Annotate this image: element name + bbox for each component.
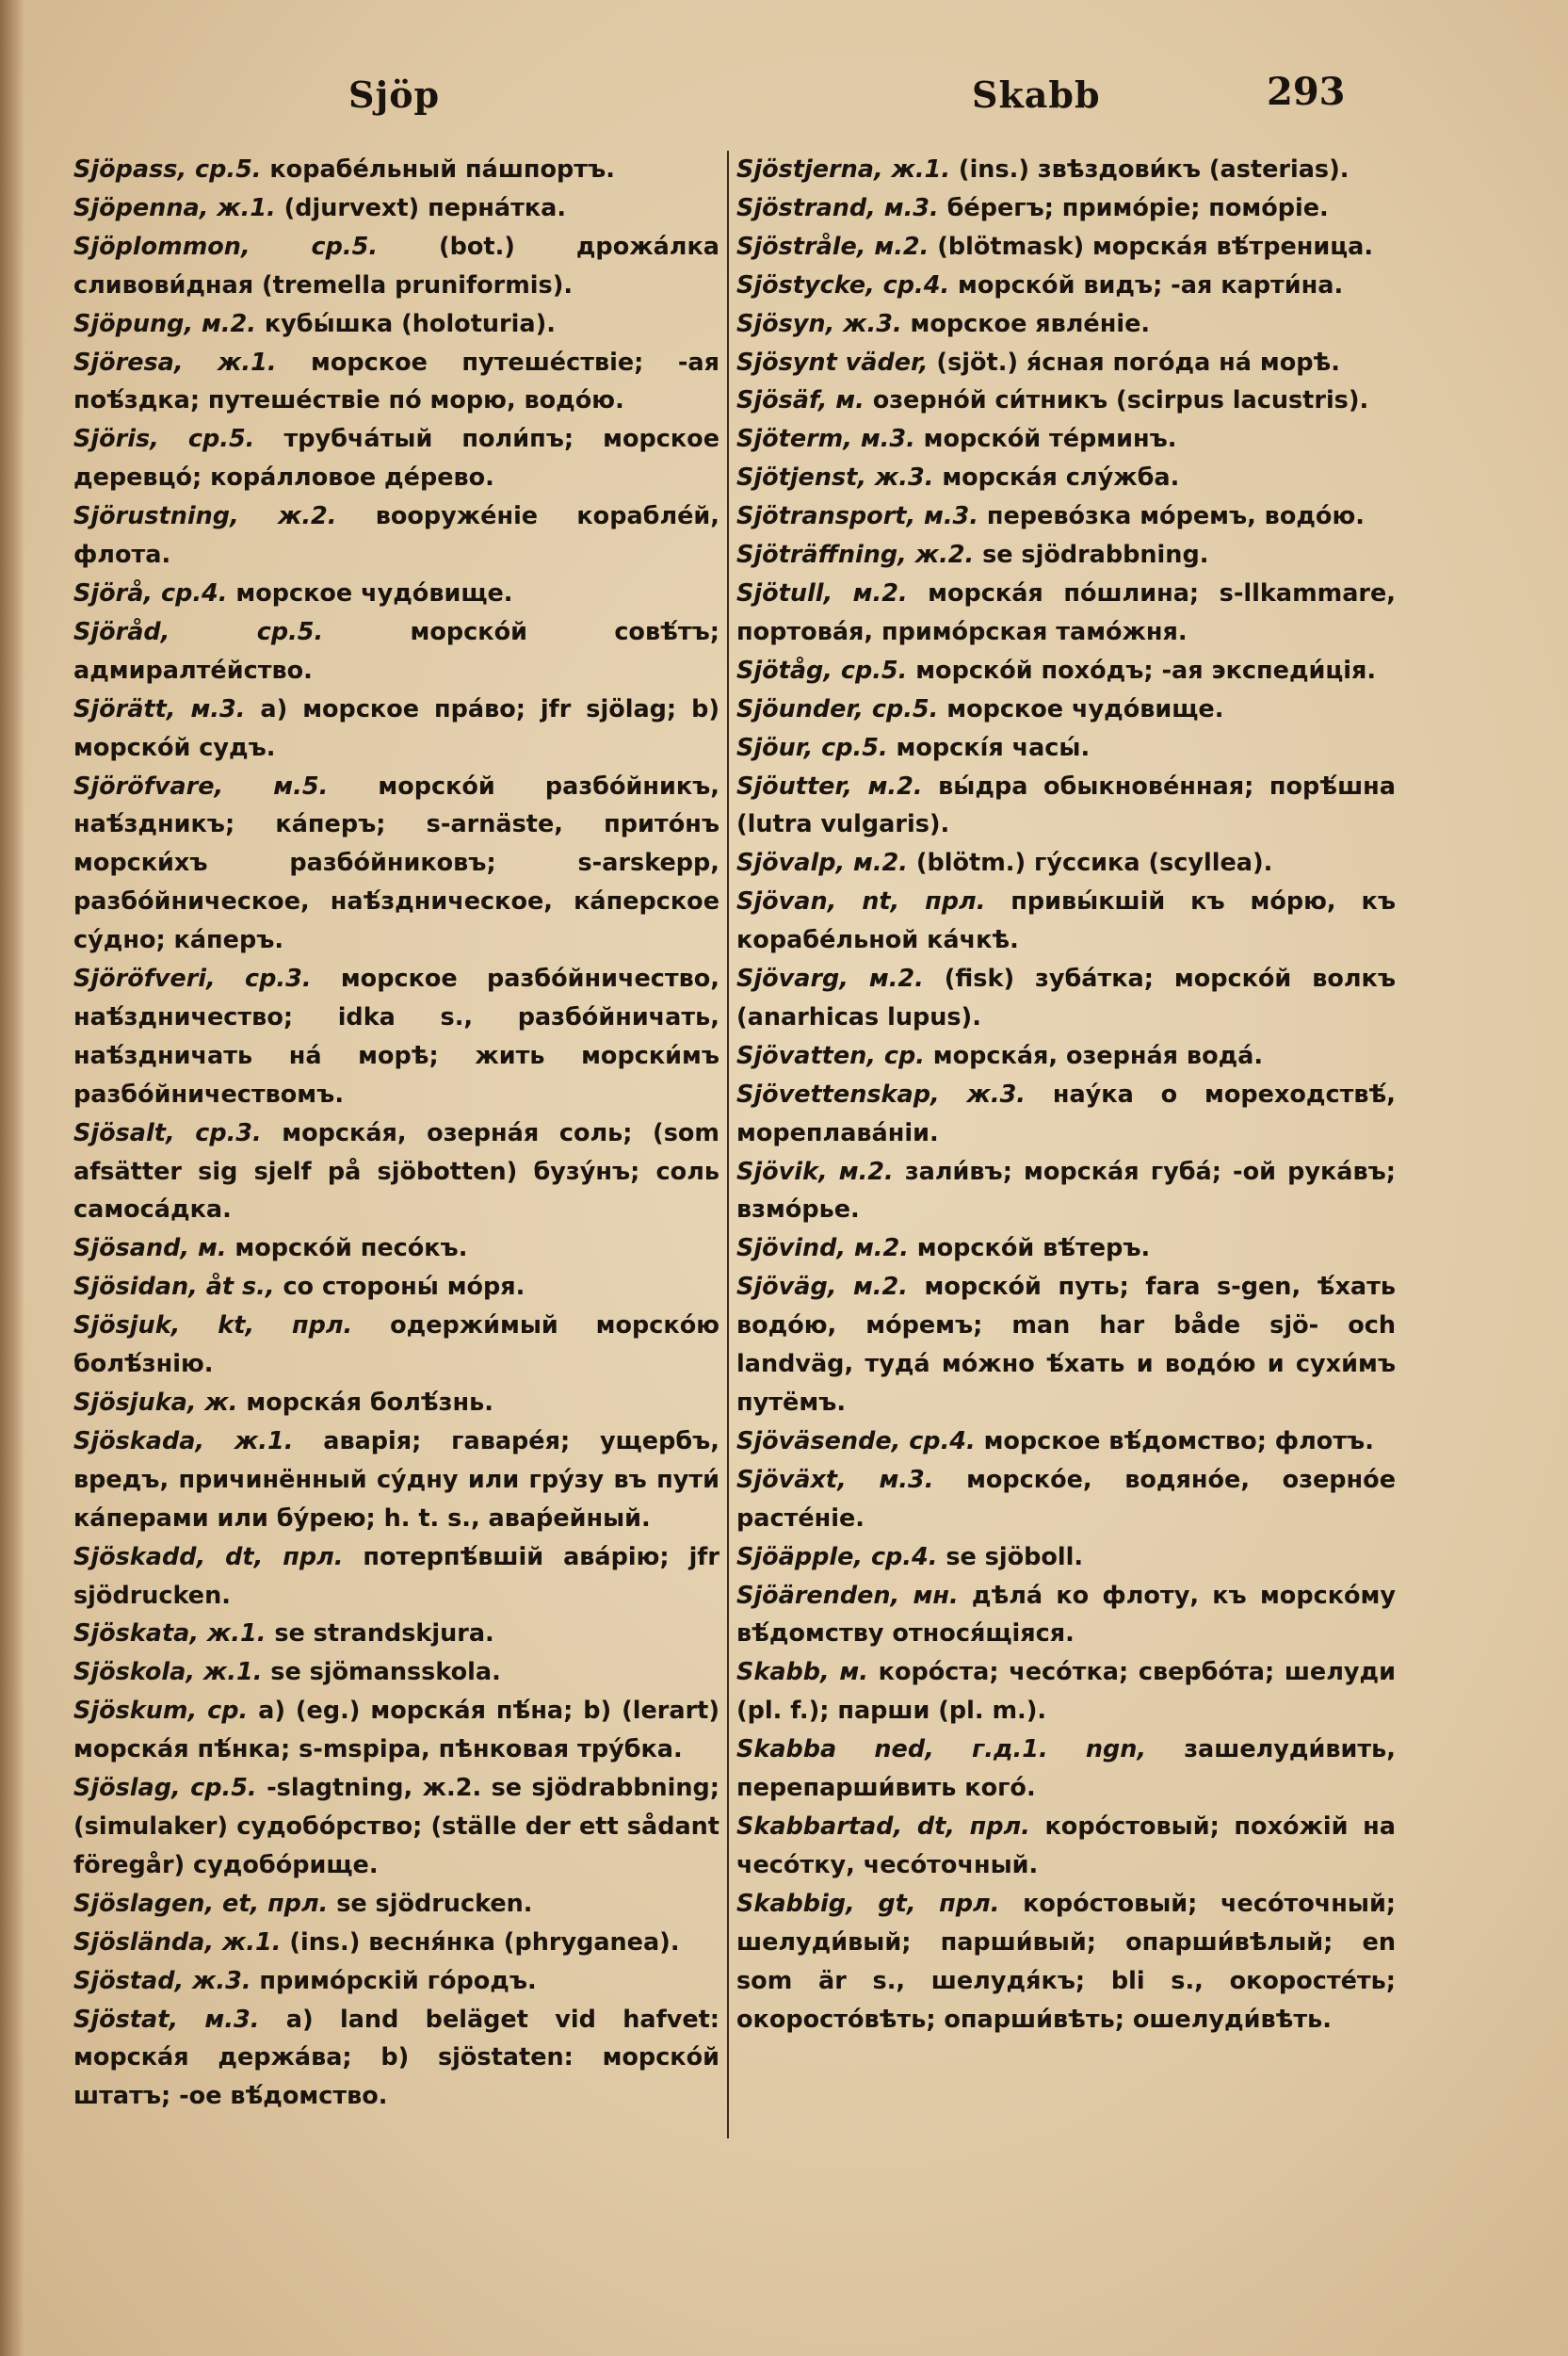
entry-headword: Sjöslända, ж.1. [73,1927,282,1957]
dictionary-entry [736,1153,1396,1230]
dictionary-entry [736,382,1396,420]
entry-definition: (blötmask) морска́я вѣ́треница. [929,232,1374,261]
dictionary-entry [736,1268,1396,1422]
entry-definition: коро́стовый; похо́жій на чесо́тку, чесо́точный. [736,1812,1396,1879]
entry-headword: Skabba ned, г.д.1. ngn, [736,1735,1147,1764]
entry-definition: морска́я, озерна́я вода́. [924,1041,1264,1070]
entry-definition: озерно́й си́тникъ (scirpus lacustris). [864,386,1369,415]
entry-definition: морское путеше́ствіе; -ая поѣ́здка; путеше́ствіе по́ морю, водо́ю. [73,348,719,415]
entry-headword: Sjösidan, åt s., [73,1273,275,1302]
entry-definition: se sjödrabbning. [974,541,1209,570]
entry-headword: Skabbig, gt, прл. [736,1889,1000,1918]
entry-definition: морско́й те́рминъ. [914,425,1177,454]
entry-headword: Sjövind, м.2. [736,1234,909,1263]
dictionary-entry [736,151,1396,189]
dictionary-entry [73,691,719,768]
dictionary-entry [736,1808,1396,1885]
entry-definition: морско́й видъ; -ая карти́на. [949,270,1344,300]
dictionary-entry [73,1307,719,1384]
dictionary-entry [736,575,1396,652]
entry-definition: a) (eg.) морска́я пѣ́на; b) (lerart) морска́я пѣ́нка; s-mspipa, пѣнковая тру́бка. [73,1697,720,1764]
entry-definition: морское явле́ніе. [901,309,1151,338]
entry-headword: Sjötjenst, ж.3. [736,463,934,493]
entry-headword: Sjöträffning, ж.2. [736,541,975,570]
entry-definition: (bot.) дрожа́лка сливови́дная (tremella pruniformis). [73,232,719,300]
entry-definition: вы́дра обыкнове́нная; порѣ́шна (lutra vulgaris). [736,772,1396,839]
entry-definition: -slagtning, ж.2. se sjödrabbning; (simulaker) судобо́рство; (ställe der ett sådant föregår) судобо́рище. [73,1774,719,1879]
dictionary-entry [73,1885,719,1924]
header-right-word: Skabb [972,73,1101,116]
entry-definition: одержи́мый морско́ю болѣ́знію. [73,1311,720,1379]
entry-headword: Sjövatten, ср. [736,1041,925,1070]
entry-headword: Sjösynt väder, [736,348,929,377]
entry-definition: зали́въ; морска́я губа́; -ой рука́въ; взмо́рье. [736,1157,1396,1225]
dictionary-entry [73,1962,719,2001]
entry-definition: аварія; гаваре́я; ущербъ, вредъ, причинённый су́дну или гру́зу въ пути́ ка́перами или бу́рею; h. t. s., авар́ейный. [73,1426,719,1533]
entry-headword: Sjöunder, ср.5. [736,694,939,723]
entry-headword: Sjöväsende, ср.4. [736,1426,976,1455]
page-number: 293 [1267,70,1346,114]
entry-definition: морска́я, озерна́я соль; (som afsätter sig sjelf på sjöbotten) бузу́нъ; соль самоса́дка. [73,1118,719,1225]
entry-headword: Sjörå, ср.4. [73,578,228,608]
dictionary-entry [736,768,1396,845]
entry-definition: вооруже́ніе корабле́й, флота. [73,502,719,570]
dictionary-entry [736,1730,1396,1808]
entry-definition: морско́й похо́дъ; -ая экспеди́ція. [907,656,1377,685]
dictionary-entry [73,960,719,1114]
entry-definition: a) морское пра́во; jfr sjölag; b) морско́й судъ. [73,694,719,762]
dictionary-entry [73,1422,719,1538]
entry-definition: перево́зка мо́ремъ, водо́ю. [978,502,1365,531]
entry-headword: Sjöärenden, мн. [736,1581,959,1610]
dictionary-entry [73,1114,719,1230]
dictionary-entry [73,344,719,421]
entry-definition: морскі́я часы́. [887,733,1091,762]
entry-definition: корабе́льный па́шпортъ. [261,155,615,184]
dictionary-entry [73,228,719,305]
dictionary-entry [736,1076,1396,1153]
dictionary-entry [73,151,719,189]
entry-headword: Sjösjuk, kt, прл. [73,1311,353,1340]
dictionary-entry [736,267,1396,305]
entry-definition: кубы́шка (holoturia). [255,309,556,338]
entry-headword: Sjösalt, ср.3. [73,1118,262,1147]
entry-definition: морска́я слу́жба. [933,463,1180,493]
entry-headword: Sjöpass, ср.5. [73,155,262,184]
dictionary-entry [73,1268,719,1307]
dictionary-entry [73,1229,719,1268]
dictionary-entry [73,1924,719,1962]
entry-definition: морска́я болѣ́знь. [237,1389,493,1417]
dictionary-entry [736,1037,1396,1076]
dictionary-entry [736,497,1396,536]
dictionary-entry [736,1885,1396,2039]
entry-headword: Sjövalp, м.2. [736,849,908,878]
entry-definition: морско́й разбо́йникъ, наѣ́здникъ; ка́перъ; s-arnäste, прито́нъ морски́хъ разбо́йниковъ; s-arskepp, разбо́йническое, наѣ́здническое, ка́перское су́дно; ка́перъ. [73,772,719,955]
entry-headword: Sjösand, м. [73,1234,227,1263]
page-spine-shadow [0,0,24,2356]
entry-definition: коро́ста; чесо́тка; свербо́та; шелуди (pl. f.); парши (pl. m.). [736,1658,1396,1726]
dictionary-entry [736,729,1396,768]
entry-headword: Sjösjuka, ж. [73,1389,238,1417]
entry-headword: Sjösäf, м. [736,386,865,415]
entry-definition: se sjöboll. [937,1542,1084,1571]
dictionary-entry [73,1615,719,1653]
entry-headword: Sjöutter, м.2. [736,772,923,801]
entry-headword: Sjöröfvare, м.5. [73,772,329,801]
entry-headword: Sjöskum, ср. [73,1697,249,1726]
dictionary-entry [736,459,1396,497]
dictionary-entry [736,1653,1396,1730]
entry-definition: бе́регъ; примо́ріе; помо́ріе. [938,193,1329,222]
dictionary-entry [736,1538,1396,1577]
entry-definition: (fisk) зуба́тка; морско́й волкъ (anarhicas lupus). [736,965,1396,1032]
entry-headword: Sjösyn, ж.3. [736,309,902,338]
entry-definition: морское чудо́вище. [938,694,1224,723]
entry-definition: морска́я по́шлина; s-llkammare, портова́я, примо́рская тамо́жня. [736,578,1396,646]
entry-headword: Sjöstrand, м.3. [736,193,939,222]
entry-definition: зашелуди́вить, перепарши́вить кого́. [736,1735,1396,1803]
dictionary-entry [73,189,719,228]
entry-headword: Sjörustning, ж.2. [73,502,337,531]
dictionary-entry [736,960,1396,1037]
entry-definition: морское разбо́йничество, наѣ́здничество; idka s., разбо́йничать, наѣ́здничать на́ морѣ; жить морски́мъ разбо́йничествомъ. [73,965,719,1109]
entry-headword: Sjöstat, м.3. [73,2005,260,2034]
entry-headword: Sjöresa, ж.1. [73,348,277,377]
dictionary-entry [73,497,719,575]
entry-definition: морское чудо́вище. [227,578,513,608]
entry-definition: дѣла́ ко флоту, къ морско́му вѣ́домству относя́щіяся. [736,1581,1396,1649]
entry-headword: Sjöskada, ж.1. [73,1426,294,1455]
entry-definition: se sjödrucken. [328,1889,533,1918]
entry-definition: нау́ка о мореходствѣ́, мореплава́ніи. [736,1080,1396,1147]
dictionary-entry [736,1577,1396,1654]
entry-definition: (ins.) весня́нка (phryganea). [281,1927,680,1957]
entry-definition: (blötm.) гу́ссика (scyllea). [907,849,1273,878]
entry-definition: (ins.) звѣздови́къ (asterias). [950,155,1350,184]
entry-headword: Sjötåg, ср.5. [736,656,908,685]
entry-definition: морско́й песо́къ. [226,1234,468,1263]
column-divider [727,151,729,2138]
dictionary-entry [73,613,719,691]
dictionary-entry [736,1422,1396,1461]
entry-headword: Sjöplommon, ср.5. [73,232,379,261]
entry-headword: Sjövan, nt, прл. [736,887,986,917]
entry-headword: Skabb, м. [736,1658,868,1687]
entry-definition: трубча́тый поли́пъ; морское деревцо́; кора́лловое де́рево. [73,425,719,493]
entry-headword: Sjöväg, м.2. [736,1273,908,1302]
entry-headword: Sjöstad, ж.3. [73,1966,251,1995]
dictionary-entry [736,420,1396,459]
dictionary-entry [73,1653,719,1692]
entry-headword: Sjöstråle, м.2. [736,232,929,261]
entry-headword: Sjövettenskap, ж.3. [736,1080,1026,1109]
entry-headword: Skabbartad, dt, прл. [736,1812,1030,1841]
entry-headword: Sjöråd, ср.5. [73,617,324,646]
dictionary-entry [736,228,1396,267]
entry-headword: Sjöväxt, м.3. [736,1465,934,1494]
entry-definition: морско́й вѣ́теръ. [908,1234,1151,1263]
dictionary-entry [73,1384,719,1422]
entry-headword: Sjötransport, м.3. [736,502,978,531]
dictionary-entry [736,883,1396,960]
entry-definition: примо́рскій го́родъ. [251,1966,537,1995]
dictionary-entry [73,768,719,961]
entry-headword: Sjöskata, ж.1. [73,1619,267,1649]
dictionary-entry [736,844,1396,883]
dictionary-entry [736,1229,1396,1268]
dictionary-entry [73,1692,719,1769]
entry-definition: морское вѣ́домство; флотъ. [975,1426,1374,1455]
running-header [0,70,1568,130]
entry-headword: Sjötull, м.2. [736,578,908,608]
entry-definition: морско́е, водяно́е, озерно́е расте́ніе. [736,1465,1396,1533]
entry-headword: Sjöpung, м.2. [73,309,256,338]
entry-definition: потерпѣ́вшій ава́рію; jfr sjödrucken. [73,1542,719,1610]
entry-headword: Sjöskola, ж.1. [73,1658,263,1687]
entry-definition: привы́кшій къ мо́рю, къ корабе́льной ка́чкѣ. [736,887,1396,955]
header-left-word: Sjöp [348,73,441,116]
entry-definition: коро́стовый; чесо́точный; шелуди́вый; парши́вый; опарши́вѣлый; en som är s., шелудя́къ; bli s., окоросте́ть; окоросто́вѣть; опарши́вѣть; ошелуди́вѣть. [736,1889,1397,2034]
dictionary-entry [736,189,1396,228]
entry-headword: Sjövik, м.2. [736,1157,894,1186]
entry-definition: se sjömansskola. [262,1658,501,1687]
dictionary-entry [73,1769,719,1885]
entry-headword: Sjöröfveri, ср.3. [73,965,312,994]
dictionary-entry [736,691,1396,729]
dictionary-entry [736,652,1396,691]
entry-definition: (djurvext) перна́тка. [275,193,567,222]
entry-definition: морско́й путь; fara s-gen, ѣ́хать водо́ю, мо́ремъ; man har både sjö- och landväg, туда́ мо́жно ѣ́хать и водо́ю и сухи́мъ путёмъ. [736,1273,1397,1417]
entry-headword: Sjöslagen, et, прл. [73,1889,329,1918]
entry-headword: Sjöslag, ср.5. [73,1774,257,1803]
dictionary-entry [736,1461,1396,1538]
entry-headword: Sjöstycke, ср.4. [736,270,950,300]
entry-headword: Sjörätt, м.3. [73,694,246,723]
entry-headword: Sjöris, ср.5. [73,425,255,454]
entry-headword: Sjöterm, м.3. [736,425,915,454]
entry-headword: Sjöstjerna, ж.1. [736,155,951,184]
dictionary-entry [73,575,719,613]
left-column [73,151,719,2116]
dictionary-entry [73,1538,719,1616]
entry-definition: (sjöt.) я́сная пого́да на́ морѣ. [928,348,1340,377]
entry-definition: морско́й совѣ́тъ; адмиралте́йство. [73,617,719,685]
dictionary-entry [736,344,1396,382]
entry-definition: a) land beläget vid hafvet: морска́я держа́ва; b) sjöstaten: морско́й штатъ; -ое вѣ́домство. [73,2005,720,2111]
dictionary-entry [736,305,1396,344]
entry-definition: со стороны́ мо́ря. [274,1273,525,1302]
dictionary-entry [73,2001,719,2117]
dictionary-entry [73,420,719,497]
entry-headword: Sjövarg, м.2. [736,965,924,994]
entry-headword: Sjöpenna, ж.1. [73,193,276,222]
entry-headword: Sjöskadd, dt, прл. [73,1542,344,1571]
dictionary-entry [73,305,719,344]
entry-headword: Sjöur, ср.5. [736,733,888,762]
dictionary-entry [736,536,1396,575]
entry-definition: se strandskjura. [266,1619,494,1649]
entry-headword: Sjöäpple, ср.4. [736,1542,938,1571]
right-column [736,151,1396,2039]
